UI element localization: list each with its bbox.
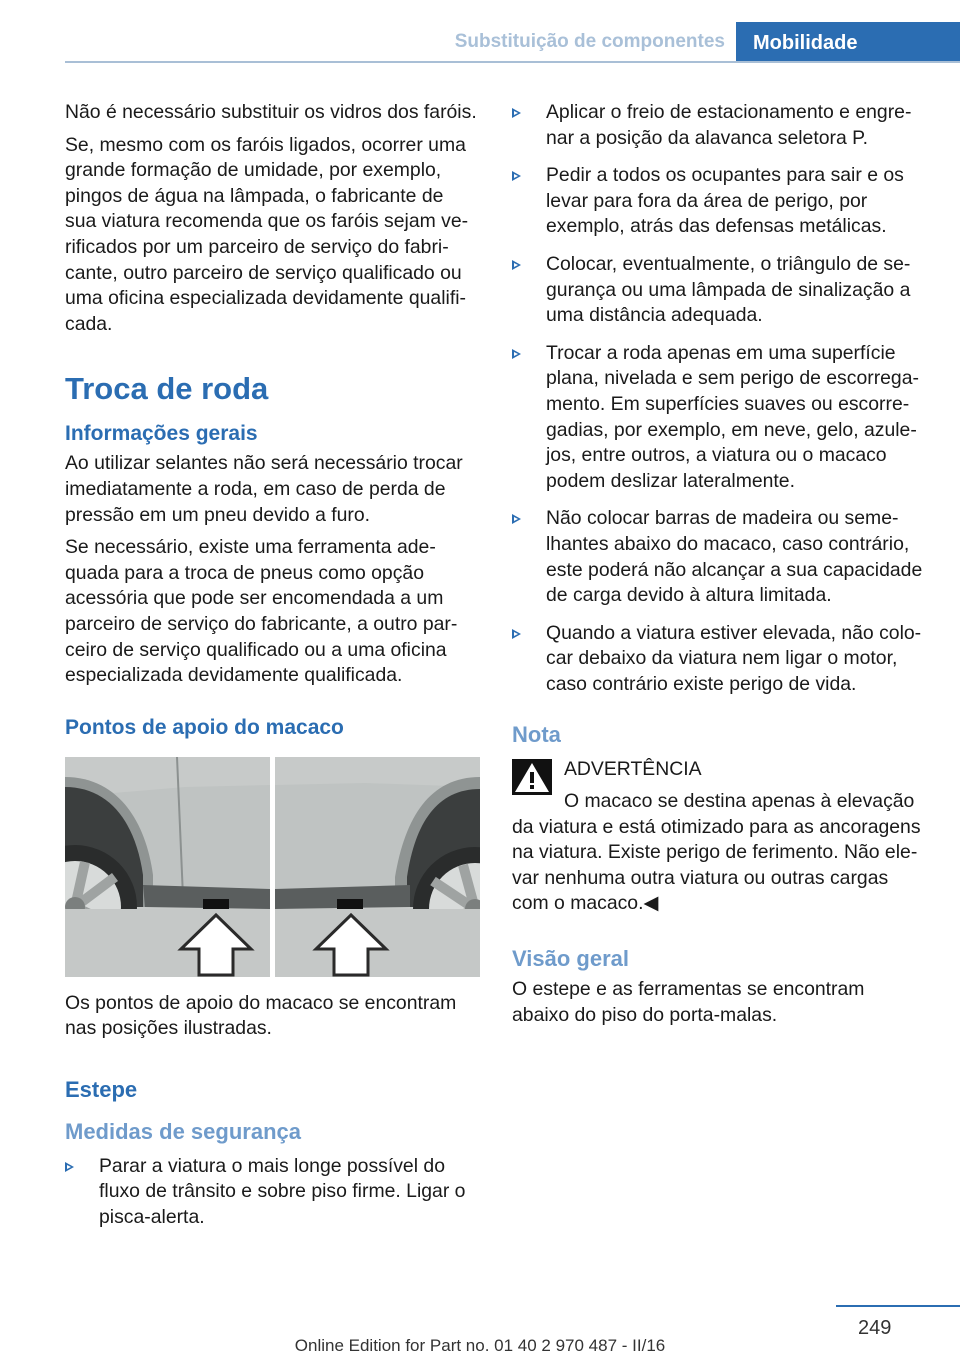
warning-block <box>512 757 924 917</box>
heading-pontos-de-apoio: Pontos de apoio do macaco <box>65 715 344 739</box>
heading-estepe: Estepe <box>65 1076 138 1102</box>
paragraph-headlight-glass: Não é necessário substituir os vidros dos faróis. <box>65 101 477 123</box>
list-item: Trocar a roda apenas em uma superfície plana, nivelada e sem perigo de escorregamento. Em superfícies suaves ou escorregadias, por exemplo, em neve, gelo, azulejos, entre outros, a viatura ou o macaco podem deslizar lateralmente. <box>512 341 924 495</box>
right-column <box>512 100 924 1035</box>
bullet-arrow-icon <box>512 514 521 524</box>
list-item: Não colocar barras de madeira ou semelhantes abaixo do macaco, caso contrário, este poderá não alcançar a sua capacidade de carga devido à altura limitada. <box>512 506 924 608</box>
heading-nota: Nota <box>512 722 561 748</box>
footer-rule <box>836 1305 960 1307</box>
jack-point-front-panel <box>65 757 270 977</box>
jack-point-rear-panel <box>275 757 480 977</box>
bullet-arrow-icon <box>512 108 521 118</box>
paragraph-overview: O estepe e as ferramentas se encontram abaixo do piso do porta-malas. <box>512 978 865 1026</box>
warning-text-first-line: O macaco se destina apenas à elevação <box>564 790 915 813</box>
left-column <box>65 100 477 1243</box>
chapter-tab: Mobilidade <box>736 22 960 63</box>
bullet-arrow-icon <box>65 1162 74 1172</box>
heading-troca-de-roda: Troca de roda <box>65 371 269 407</box>
heading-visao-geral: Visão geral <box>512 946 629 972</box>
warning-title: ADVERTÊNCIA <box>564 758 702 781</box>
list-item: Pedir a todos os ocupantes para sair e os levar para fora da área de perigo, por exemplo, atrás das defensas metálicas. <box>512 163 924 240</box>
bullet-arrow-icon <box>512 260 521 270</box>
paragraph-sealants: Ao utilizar selantes não será necessário trocar imediatamente a roda, em caso de perda de pressão em um pneu devido a furo. <box>65 452 463 526</box>
header-rule <box>65 61 960 63</box>
safety-list-left <box>65 1154 477 1231</box>
paragraph-humidity: Se, mesmo com os faróis ligados, ocorrer uma grande formação de umidade, por exemplo, pingos de água na lâmpada, o fabricante de sua viatura recomenda que os faróis sejam verificados por um parceiro de serviço do fabricante, outro parceiro de serviço qualificado ou uma oficina especializada devidamente qualificada. <box>65 133 469 335</box>
running-header-section: Substituição de componentes <box>454 31 725 52</box>
bullet-arrow-icon <box>512 629 521 639</box>
page-number: 249 <box>858 1317 892 1339</box>
warning-triangle-icon <box>512 759 552 795</box>
edition-note: Online Edition for Part no. 01 40 2 970 487 - II/16 <box>294 1336 666 1355</box>
heading-informacoes-gerais: Informações gerais <box>65 422 258 446</box>
list-item: Parar a viatura o mais longe possível do fluxo de trânsito e sobre piso firme. Ligar o pisca-alerta. <box>65 1154 477 1231</box>
paragraph-tool: Se necessário, existe uma ferramenta adequada para a troca de pneus como opção acessória que pode ser encomendada a um parceiro de serviço do fabricante, a outro parceiro de serviço qualificado ou a uma oficina especializada devidamente qualificada. <box>65 536 458 687</box>
figure-caption: Os pontos de apoio do macaco se encontram nas posições ilustradas. <box>65 991 457 1040</box>
safety-list-right <box>512 100 924 697</box>
jack-points-illustration <box>65 757 480 977</box>
list-item: Colocar, eventualmente, o triângulo de segurança ou uma lâmpada de sinalização a uma distância adequada. <box>512 252 924 329</box>
bullet-arrow-icon <box>512 349 521 359</box>
list-item: Quando a viatura estiver elevada, não colocar debaixo da viatura nem ligar o motor, caso contrário existe perigo de vida. <box>512 621 924 698</box>
heading-medidas-de-seguranca: Medidas de segurança <box>65 1118 301 1144</box>
warning-text: da viatura e está otimizado para as ancoragens na viatura. Existe perigo de ferimento. Não elevar nenhuma outra viatura ou outras cargas com o macaco.◀ <box>512 815 921 915</box>
list-item: Aplicar o freio de estacionamento e engrenar a posição da alavanca seletora P. <box>512 100 924 151</box>
bullet-arrow-icon <box>512 171 521 181</box>
